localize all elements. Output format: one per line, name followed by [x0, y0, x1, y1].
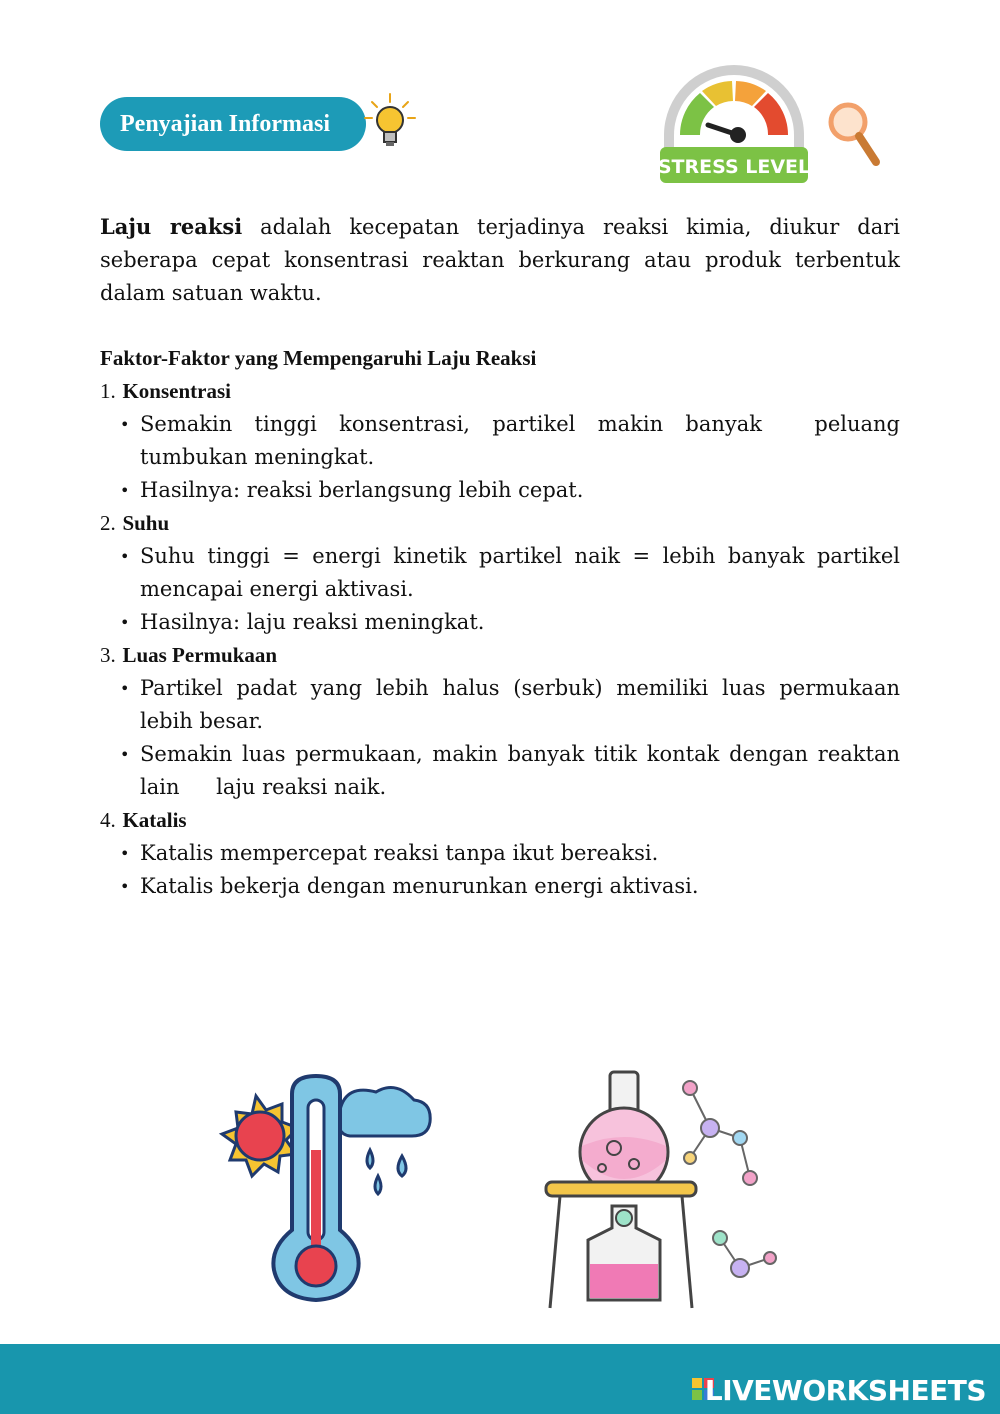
intro-term: Laju reaksi	[100, 214, 243, 239]
bullet-item: • Semakin luas permukaan, makin banyak titik kontak dengan reaktan lain laju reaksi naik.	[140, 738, 900, 804]
bullet-item: • Katalis bekerja dengan menurunkan energi aktivasi.	[140, 870, 900, 903]
factor-bullets	[100, 672, 900, 804]
stress-level-gauge-icon	[656, 55, 812, 185]
section-title: Faktor-Faktor yang Mempengaruhi Laju Reaksi	[100, 346, 537, 370]
brand-name[interactable]: LIVEWORKSHEETS	[704, 1374, 986, 1407]
factor-bullets	[100, 408, 900, 507]
factor-heading: 1. Konsentrasi	[100, 379, 231, 403]
factor-name: Katalis	[122, 808, 187, 832]
bullet-item: • Suhu tinggi = energi kinetik partikel naik = lebih banyak partikel mencapai energi aktivasi.	[140, 540, 900, 606]
bullet-item: • Hasilnya: reaksi berlangsung lebih cepat.	[140, 474, 900, 507]
factor-name: Konsentrasi	[122, 379, 231, 403]
lightbulb-icon	[362, 92, 418, 152]
factor-name: Suhu	[122, 511, 170, 535]
bullet-item: • Semakin tinggi konsentrasi, partikel makin banyak peluang tumbukan meningkat.	[140, 408, 900, 474]
factor-name: Luas Permukaan	[122, 643, 278, 667]
intro-paragraph	[100, 210, 900, 310]
intro-text: adalah kecepatan terjadinya reaksi kimia, diukur dari seberapa cepat konsentrasi reaktan berkurang atau produk terbentuk dalam satuan waktu.	[100, 215, 900, 305]
section-pill-label	[100, 97, 366, 151]
factor-bullets	[100, 837, 900, 903]
pill-text: Penyajian Informasi	[120, 110, 330, 137]
factor-bullets	[100, 540, 900, 639]
bullet-item: • Partikel padat yang lebih halus (serbuk) memiliki luas permukaan lebih besar.	[140, 672, 900, 738]
bullet-item: • Hasilnya: laju reaksi meningkat.	[140, 606, 900, 639]
chemistry-flask-icon	[540, 1068, 780, 1312]
magnifier-icon	[826, 100, 882, 168]
bullet-item: • Katalis mempercepat reaksi tanpa ikut bereaksi.	[140, 837, 900, 870]
factor-heading: 2. Suhu	[100, 511, 170, 535]
gauge-label: STRESS LEVEL	[657, 156, 811, 178]
thermometer-weather-icon	[200, 1070, 440, 1310]
main-content	[100, 210, 900, 903]
factor-heading: 4. Katalis	[100, 808, 187, 832]
factor-heading: 3. Luas Permukaan	[100, 643, 278, 667]
